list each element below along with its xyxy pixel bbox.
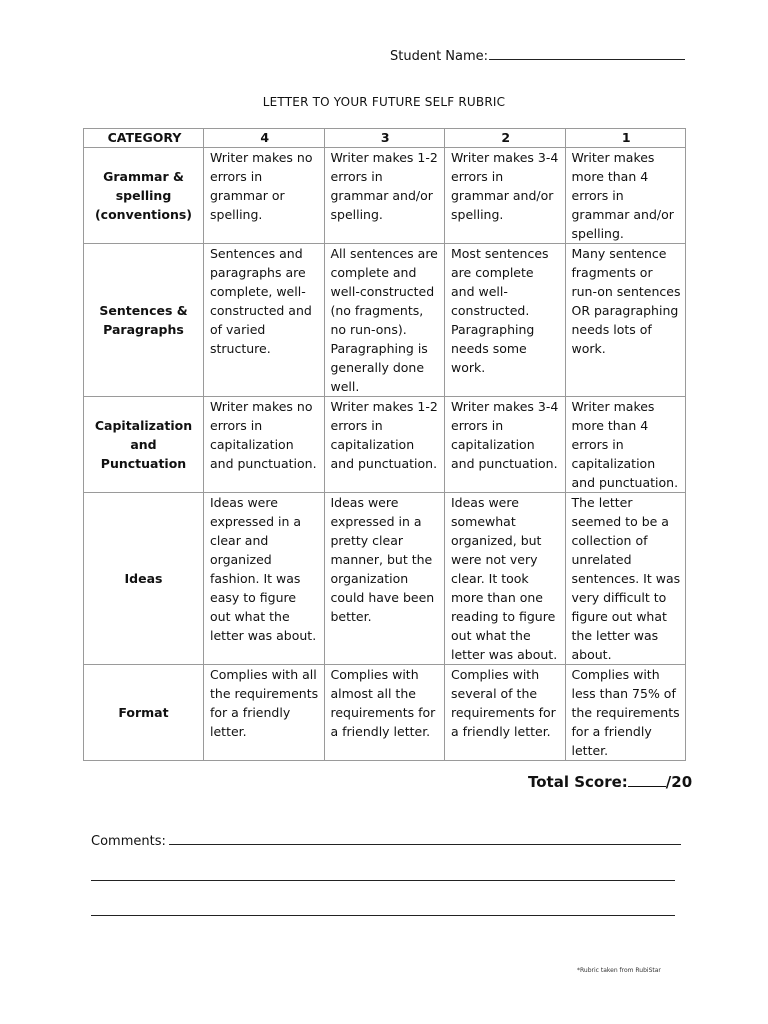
table-header-row (84, 129, 686, 148)
comments-line[interactable] (91, 880, 675, 881)
criteria-cell: Writer makes more than 4 errors in capitalization and punctuation. (565, 397, 686, 493)
table-row (84, 148, 686, 244)
total-score-label: Total Score: (528, 773, 628, 791)
category-cell: Format (84, 665, 204, 761)
total-score-blank[interactable] (628, 772, 666, 787)
category-cell: Grammar & spelling (conventions) (84, 148, 204, 244)
column-header: CATEGORY (84, 129, 204, 148)
student-name-field[interactable] (390, 47, 690, 64)
rubric-table (83, 128, 686, 761)
criteria-cell: The letter seemed to be a collection of unrelated sentences. It was very difficult to figure out what the letter was about. (565, 493, 686, 665)
criteria-cell: All sentences are complete and well-constructed (no fragments, no run-ons). Paragraphing is generally done well. (324, 244, 445, 397)
column-header: 3 (324, 129, 445, 148)
column-header: 1 (565, 129, 686, 148)
criteria-cell: Many sentence fragments or run-on sentences OR paragraphing needs lots of work. (565, 244, 686, 397)
footnote: *Rubric taken from RubiStar (577, 967, 661, 974)
column-header: 4 (204, 129, 325, 148)
criteria-cell: Complies with almost all the requirements for a friendly letter. (324, 665, 445, 761)
comments-line[interactable] (169, 832, 681, 845)
table-row (84, 397, 686, 493)
student-name-label: Student Name: (390, 49, 489, 64)
criteria-cell: Most sentences are complete and well-constructed. Paragraphing needs some work. (445, 244, 566, 397)
comments-field[interactable] (91, 832, 681, 849)
total-score-max: /20 (665, 773, 693, 791)
category-cell: Ideas (84, 493, 204, 665)
total-score (528, 772, 692, 791)
comments-label: Comments: (91, 834, 166, 849)
criteria-cell: Writer makes more than 4 errors in grammar and/or spelling. (565, 148, 686, 244)
category-cell: Sentences & Paragraphs (84, 244, 204, 397)
comments-line[interactable] (91, 915, 675, 916)
table-row (84, 493, 686, 665)
table-row (84, 665, 686, 761)
criteria-cell: Ideas were expressed in a clear and organized fashion. It was easy to figure out what the letter was about. (204, 493, 325, 665)
category-cell: Capitalization and Punctuation (84, 397, 204, 493)
criteria-cell: Writer makes no errors in grammar or spelling. (204, 148, 325, 244)
page-title: LETTER TO YOUR FUTURE SELF RUBRIC (262, 95, 506, 109)
criteria-cell: Writer makes no errors in capitalization and punctuation. (204, 397, 325, 493)
table-row (84, 244, 686, 397)
criteria-cell: Sentences and paragraphs are complete, well-constructed and of varied structure. (204, 244, 325, 397)
criteria-cell: Complies with all the requirements for a friendly letter. (204, 665, 325, 761)
column-header: 2 (445, 129, 566, 148)
criteria-cell: Writer makes 3-4 errors in grammar and/or spelling. (445, 148, 566, 244)
criteria-cell: Complies with less than 75% of the requirements for a friendly letter. (565, 665, 686, 761)
student-name-line[interactable] (489, 47, 685, 60)
criteria-cell: Writer makes 3-4 errors in capitalization and punctuation. (445, 397, 566, 493)
criteria-cell: Ideas were expressed in a pretty clear manner, but the organization could have been better. (324, 493, 445, 665)
criteria-cell: Writer makes 1-2 errors in capitalization and punctuation. (324, 397, 445, 493)
criteria-cell: Ideas were somewhat organized, but were not very clear. It took more than one reading to figure out what the letter was about. (445, 493, 566, 665)
criteria-cell: Complies with several of the requirements for a friendly letter. (445, 665, 566, 761)
criteria-cell: Writer makes 1-2 errors in grammar and/or spelling. (324, 148, 445, 244)
